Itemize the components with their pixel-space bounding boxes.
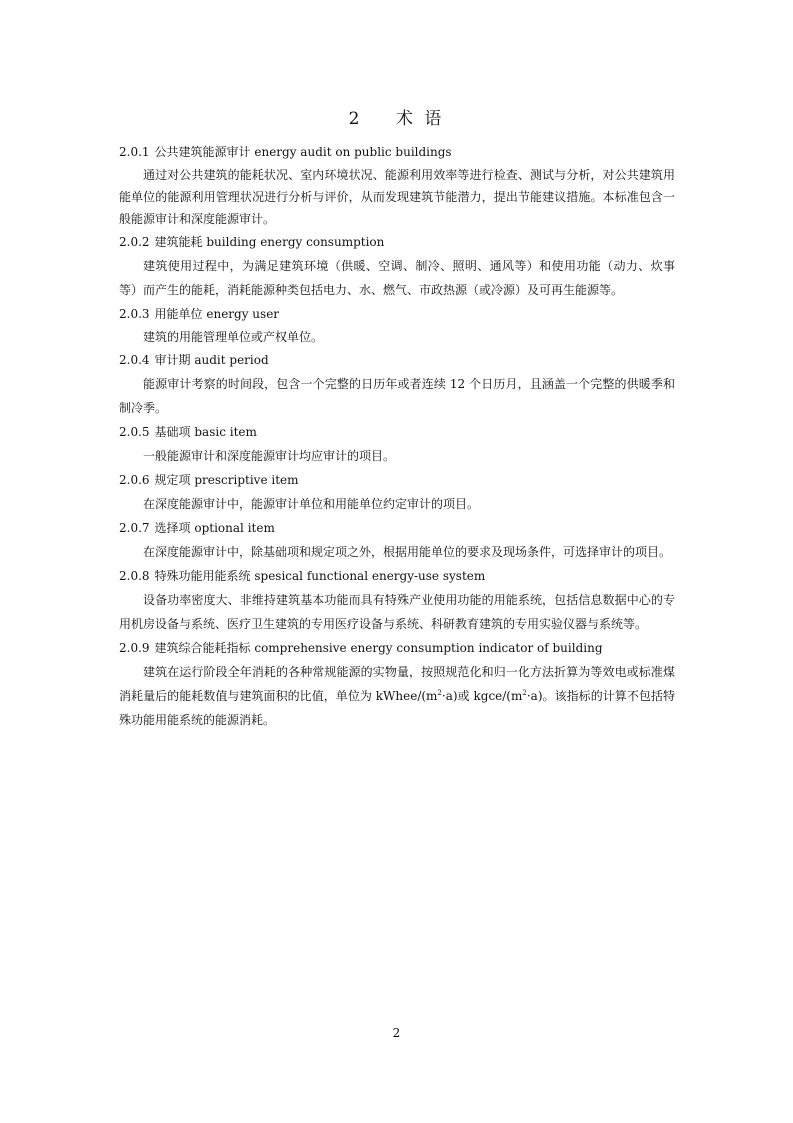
- term-heading: [119, 636, 675, 660]
- term-number: 2.0.3: [119, 307, 150, 321]
- term-heading: [119, 302, 675, 326]
- page-number: 2: [392, 1026, 401, 1040]
- term-definition: 建筑的用能管理单位或产权单位。: [143, 330, 324, 344]
- term-heading: [119, 348, 675, 372]
- term-number: 2.0.4: [119, 353, 150, 367]
- terms-section: [119, 140, 675, 732]
- term-name: 选择项 optional item: [154, 521, 275, 535]
- term-definition: 在深度能源审计中，除基础项和规定项之外，根据用能单位的要求及现场条件，可选择审计的项目。: [143, 545, 672, 559]
- term-name: 建筑综合能耗指标 comprehensive energy consumption indicator of building: [154, 641, 603, 655]
- term-name: 基础项 basic item: [154, 425, 257, 439]
- term-name: 规定项 prescriptive item: [154, 473, 299, 487]
- definition-text: 建筑在运行阶段全年消耗的各种常规能源的实物量，按照规范化和归一化方法折算为等效电或标准煤消耗量后的能耗数值与建筑面积的比值，单位为 kWhee/(m: [119, 665, 675, 703]
- term-number: 2.0.7: [119, 521, 150, 535]
- term-name: 特殊功能用能系统 spesical functional energy-use system: [154, 569, 486, 583]
- term-definition: 通过对公共建筑的能耗状况、室内环境状况、能源利用效率等进行检查、测试与分析，对公共建筑用能单位的能源利用管理状况进行分析与评价，从而发现建筑节能潜力，提出节能建议措施。本标准包含一般能源审计和深度能源审计。: [119, 168, 675, 226]
- term-definition: 设备功率密度大、非维持建筑基本功能而具有特殊产业使用功能的用能系统，包括信息数据中心的专用机房设备与系统、医疗卫生建筑的专用医疗设备与系统、科研教育建筑的专用实验仪器与系统等。: [119, 593, 675, 631]
- term-heading: [119, 564, 675, 588]
- term-heading: [119, 420, 675, 444]
- superscript: 2: [437, 689, 442, 697]
- definition-text: ·a)或 kgce/(m: [441, 689, 523, 703]
- term-definition: 在深度能源审计中，能源审计单位和用能单位约定审计的项目。: [143, 497, 480, 511]
- term-number: 2.0.1: [119, 145, 150, 159]
- term-number: 2.0.2: [119, 235, 150, 249]
- definition-text: ·a)。该指标的计算不包括特殊功能用能系统的能源消耗。: [119, 689, 675, 727]
- term-number: 2.0.5: [119, 425, 150, 439]
- term-number: 2.0.6: [119, 473, 150, 487]
- term-number: 2.0.8: [119, 569, 150, 583]
- term-heading: [119, 230, 675, 254]
- term-name: 审计期 audit period: [154, 353, 269, 367]
- chapter-title: [0, 104, 793, 129]
- term-name: 公共建筑能源审计 energy audit on public buildings: [154, 145, 452, 159]
- term-heading: [119, 468, 675, 492]
- chapter-heading: 术 语: [396, 109, 445, 129]
- term-heading: [119, 140, 675, 164]
- term-number: 2.0.9: [119, 641, 150, 655]
- term-heading: [119, 516, 675, 540]
- chapter-number: 2: [348, 109, 363, 129]
- term-definition: 一般能源审计和深度能源审计均应审计的项目。: [143, 449, 396, 463]
- term-definition: [119, 660, 675, 732]
- term-name: 建筑能耗 building energy consumption: [154, 235, 385, 249]
- term-definition: 建筑使用过程中，为满足建筑环境（供暖、空调、制冷、照明、通风等）和使用功能（动力、炊事等）而产生的能耗，消耗能源种类包括电力、水、燃气、市政热源（或冷源）及可再生能源等。: [119, 259, 675, 297]
- term-definition: 能源审计考察的时间段，包含一个完整的日历年或者连续 12 个日历月，且涵盖一个完整的供暖季和制冷季。: [119, 377, 675, 415]
- term-name: 用能单位 energy user: [154, 307, 280, 321]
- superscript: 2: [522, 689, 527, 697]
